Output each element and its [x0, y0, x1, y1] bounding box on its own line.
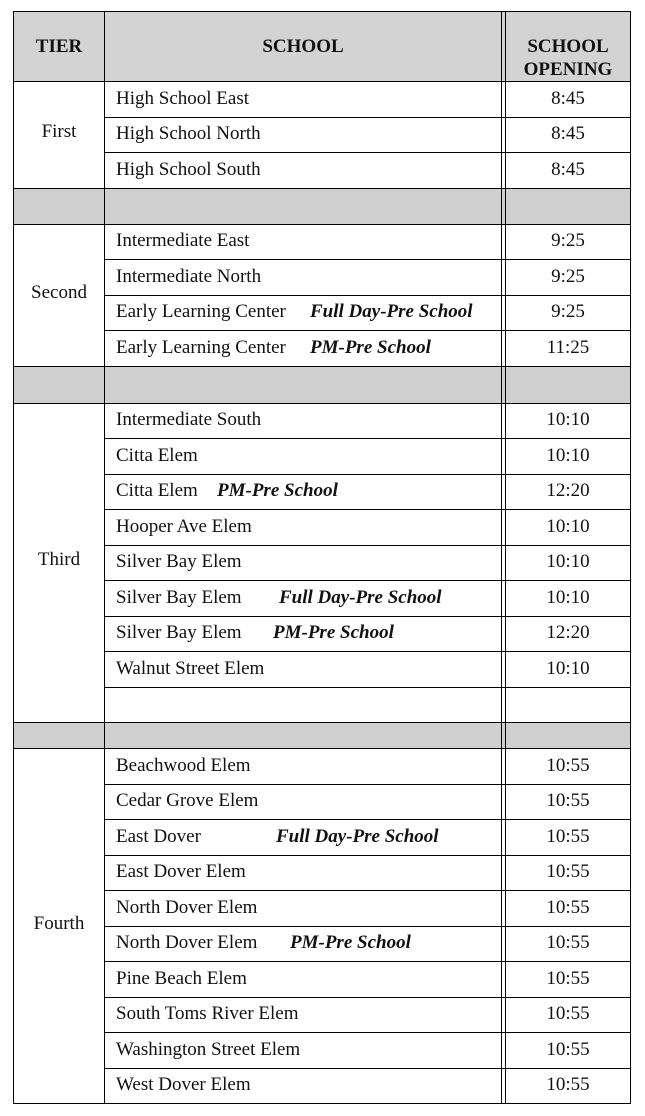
table-top-border	[13, 11, 631, 12]
opening-time: 10:55	[546, 967, 590, 989]
header-tier: TIER	[35, 36, 83, 57]
school-name: South Toms River Elem	[116, 1003, 299, 1025]
opening-time: 10:55	[546, 896, 590, 918]
row-divider	[105, 509, 630, 510]
tier-divider	[13, 366, 631, 367]
school-name: Walnut Street Elem	[116, 657, 265, 679]
tier-label: First	[41, 121, 77, 143]
opening-time: 9:25	[551, 265, 585, 287]
opening-time: 11:25	[546, 336, 590, 358]
opening-time: 10:55	[546, 932, 590, 954]
row-divider	[105, 687, 630, 688]
school-name: Citta Elem	[116, 480, 198, 502]
row-divider	[105, 1032, 630, 1033]
school-name: Early Learning Center	[116, 301, 286, 323]
school-name: East Dover Elem	[116, 861, 246, 883]
row-divider	[105, 819, 630, 820]
right-border	[630, 11, 631, 1103]
opening-time: 10:55	[546, 1038, 590, 1060]
school-name: Silver Bay Elem	[116, 586, 242, 608]
opening-time: 8:45	[551, 87, 585, 109]
row-divider	[105, 580, 630, 581]
header-divider	[13, 81, 631, 82]
tier-divider	[13, 403, 631, 404]
opening-time: 8:45	[551, 123, 585, 145]
tier-label: Fourth	[33, 912, 85, 934]
school-column-line-b	[505, 11, 506, 1103]
opening-time: 10:55	[546, 754, 590, 776]
school-name: Intermediate East	[116, 230, 250, 252]
program-note: PM-Pre School	[217, 480, 338, 502]
tier-divider	[13, 224, 631, 225]
opening-time: 10:10	[546, 551, 590, 573]
opening-time: 10:55	[546, 790, 590, 812]
opening-time: 12:20	[546, 622, 590, 644]
left-border	[13, 11, 14, 1103]
opening-time: 10:55	[546, 825, 590, 847]
school-name: Citta Elem	[116, 444, 198, 466]
school-name: Pine Beach Elem	[116, 967, 247, 989]
tier-spacer	[13, 188, 631, 224]
row-divider	[105, 855, 630, 856]
opening-time: 10:55	[546, 861, 590, 883]
school-name: North Dover Elem	[116, 932, 258, 954]
tier-divider	[13, 188, 631, 189]
school-name: West Dover Elem	[116, 1074, 251, 1096]
opening-time: 10:55	[546, 1074, 590, 1096]
row-divider	[105, 474, 630, 475]
school-name: High School East	[116, 87, 249, 109]
school-column-line-a	[501, 11, 502, 1103]
program-note: Full Day-Pre School	[279, 586, 442, 608]
school-name: Cedar Grove Elem	[116, 790, 259, 812]
row-divider	[105, 961, 630, 962]
school-name: High School South	[116, 158, 261, 180]
row-divider	[105, 438, 630, 439]
school-name: Silver Bay Elem	[116, 551, 242, 573]
row-divider	[105, 651, 630, 652]
opening-time: 8:45	[551, 158, 585, 180]
school-name: Washington Street Elem	[116, 1038, 301, 1060]
opening-time: 10:10	[546, 409, 590, 431]
school-name: Intermediate South	[116, 409, 262, 431]
program-note: PM-Pre School	[310, 336, 431, 358]
program-note: Full Day-Pre School	[310, 301, 473, 323]
opening-time: 10:10	[546, 657, 590, 679]
row-divider	[105, 330, 630, 331]
tier-label: Second	[31, 281, 87, 303]
school-name: North Dover Elem	[116, 896, 258, 918]
program-note: Full Day-Pre School	[276, 825, 439, 847]
header-opening-line2: OPENING	[523, 59, 613, 80]
program-note: PM-Pre School	[290, 932, 411, 954]
opening-time: 10:10	[546, 444, 590, 466]
school-name: Hooper Ave Elem	[116, 515, 252, 537]
row-divider	[105, 295, 630, 296]
school-name: Intermediate North	[116, 265, 262, 287]
row-divider	[105, 1068, 630, 1069]
opening-time: 9:25	[551, 230, 585, 252]
header-school: SCHOOL	[262, 36, 344, 57]
opening-time: 10:10	[546, 515, 590, 537]
row-divider	[105, 997, 630, 998]
row-divider	[105, 616, 630, 617]
opening-time: 10:55	[546, 1003, 590, 1025]
tier-spacer	[13, 366, 631, 403]
row-divider	[105, 259, 630, 260]
school-name: High School North	[116, 123, 261, 145]
school-name: Silver Bay Elem	[116, 622, 242, 644]
opening-time: 9:25	[551, 301, 585, 323]
row-divider	[105, 784, 630, 785]
tier-column-line	[104, 11, 105, 1103]
tier-divider	[13, 1103, 631, 1104]
opening-time: 12:20	[546, 480, 590, 502]
tier-divider	[13, 748, 631, 749]
row-divider	[105, 152, 630, 153]
opening-time: 10:10	[546, 586, 590, 608]
school-name: East Dover	[116, 825, 201, 847]
row-divider	[105, 926, 630, 927]
row-divider	[105, 117, 630, 118]
row-divider	[105, 890, 630, 891]
school-name: Beachwood Elem	[116, 754, 251, 776]
tier-spacer	[13, 722, 631, 748]
tier-label: Third	[37, 549, 81, 571]
row-divider	[105, 545, 630, 546]
tier-divider	[13, 722, 631, 723]
header-opening-line1: SCHOOL	[527, 36, 609, 57]
school-name: Early Learning Center	[116, 336, 286, 358]
program-note: PM-Pre School	[273, 622, 394, 644]
